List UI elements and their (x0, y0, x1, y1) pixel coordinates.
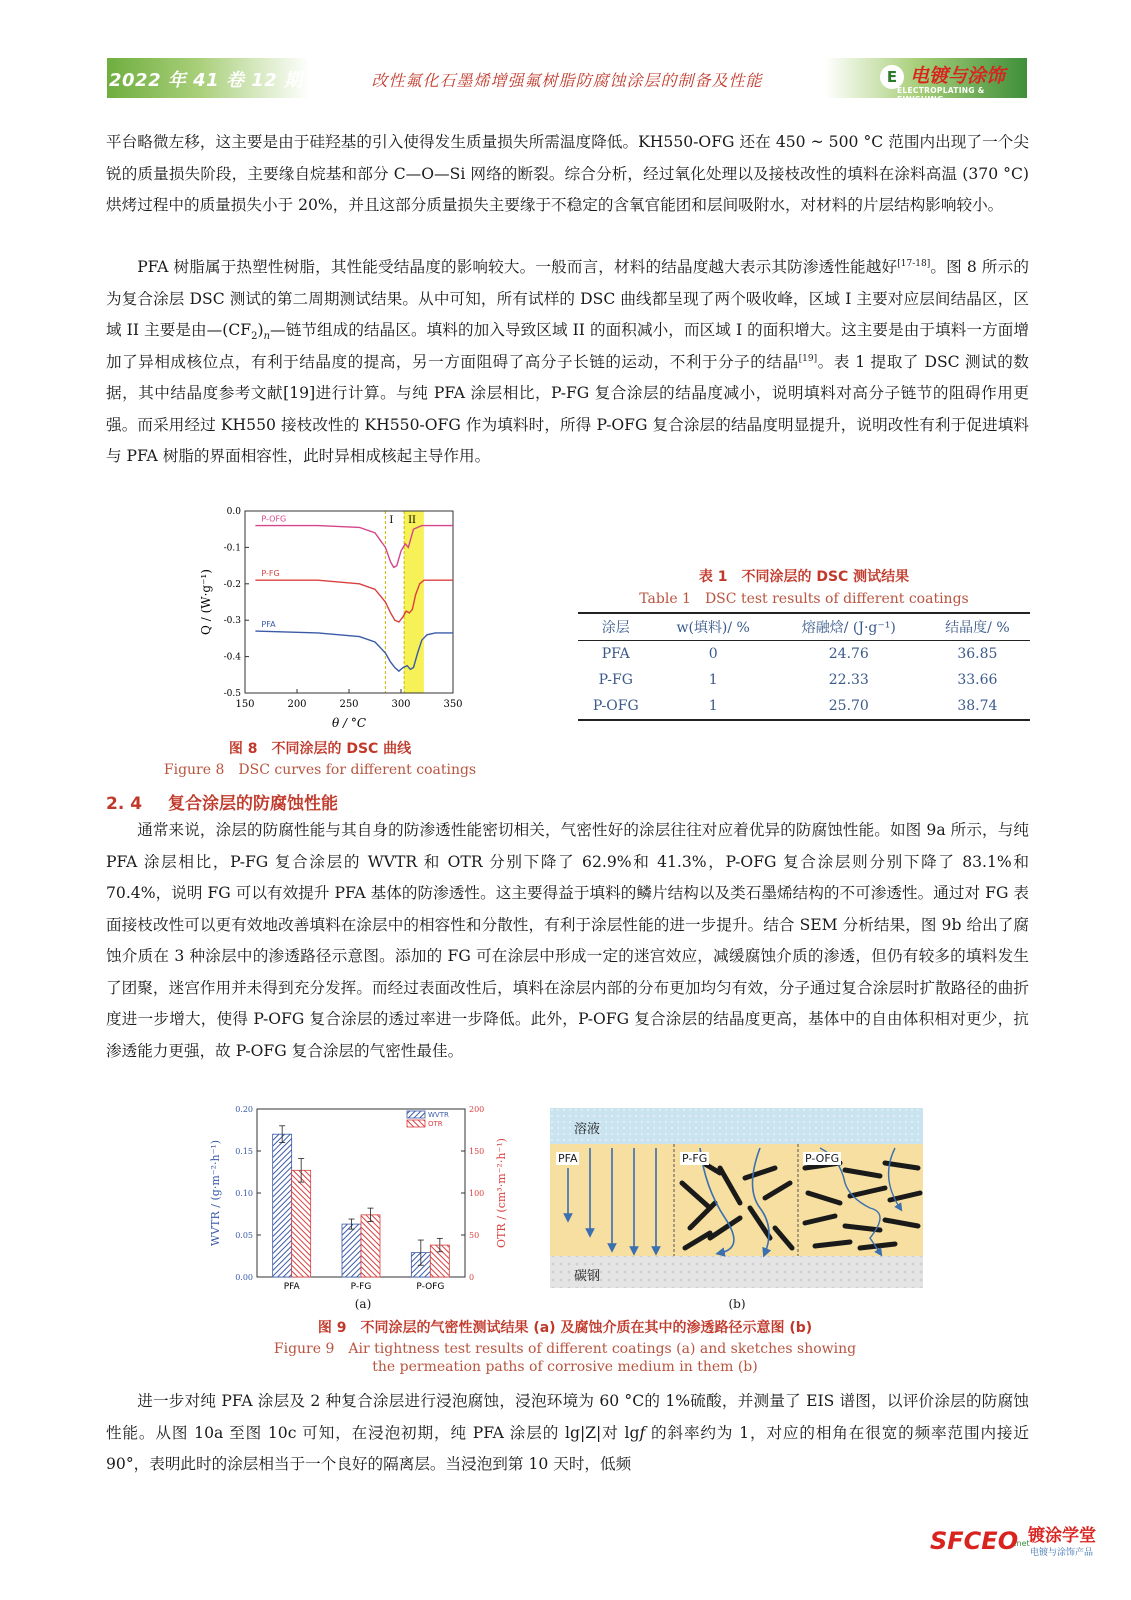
footer-logo-brand: SFCEO (930, 1527, 1019, 1555)
y-tick-label-right: 0 (469, 1273, 475, 1282)
x-tick-label: 150 (235, 699, 255, 710)
y-tick-label-right: 150 (469, 1147, 485, 1156)
steel-layer (550, 1256, 923, 1288)
x-tick-label: 350 (443, 699, 463, 710)
table-cell: 33.66 (957, 672, 998, 688)
figure-9a-bar-chart (205, 1100, 520, 1295)
gas-barrier-chart-svg (205, 1100, 520, 1295)
col-header-enthalpy: 熔融焓/ (J·g⁻¹) (773, 613, 925, 641)
p4-text-b: 的斜率约为 1，对应的相角在很宽的频率范围内接近 90°，表明此时的涂层相当于一个良好的隔离层。当浸泡到第 10 天时，低频 (106, 1423, 1029, 1473)
y-tick-label-right: 200 (469, 1105, 485, 1114)
paragraph-3: 通常来说，涂层的防腐性能与其自身的防渗透性能密切相关，气密性好的涂层往往对应着优异的防腐蚀性能。如图 9a 所示，与纯 PFA 涂层相比，P-FG 复合涂层的 WVTR 和 OTR 分别下降了 62.9%和 41.3%，P-OFG 复合涂层则分别下降了 83.1%和 70.4%，说明 FG 可以有效提升 PFA 基体的防渗透性。这主要得益于填料的鳞片结构以及类石墨烯结构的不可渗透性。通过对 FG 表面接枝改性可以更有效地改善填料在涂层中的相容性和分散性，有利于涂层性能的进一步提升。结合 SEM 分析结果，图 9b 给出了腐蚀介质在 3 种涂层中的渗透路径示意图。添加的 FG 可在涂层中形成一定的迷宫效应，减缓腐蚀介质的渗透，但仍有较多的填料发生了团聚，迷宫作用并未得到充分发挥。而经过表面改性后，填料在涂层内部的分布更加均匀有效，分子通过复合涂层时扩散路径的曲折度进一步增大，使得 P-OFG 复合涂层的透过率进一步降低。此外，P-OFG 复合涂层的结晶度更高，基体中的自由体积相对更少，抗渗透能力更强，故 P-OFG 复合涂层的气密性最佳。 (106, 821, 1029, 1060)
y-tick-label-left: 0.00 (235, 1273, 253, 1282)
y-tick-label: -0.3 (223, 616, 241, 627)
table-header-row (578, 613, 1030, 641)
panel-label-pfa: PFA (558, 1152, 578, 1165)
table-1-title-en: Table 1 DSC test results of different coatings (639, 591, 969, 607)
figure-8-caption-en: Figure 8 DSC curves for different coatings (163, 762, 477, 778)
bar-otr (292, 1170, 311, 1277)
p2-text-a: PFA 树脂属于热塑性树脂，其性能受结晶度的影响较大。一般而言，材料的结晶度越大表示其防渗透性能越好 (137, 258, 898, 276)
bar-otr (361, 1215, 380, 1277)
x-tick-label: 300 (391, 699, 411, 710)
table-cell: 1 (708, 672, 718, 688)
p4-text-a: 进一步对纯 PFA 涂层及 2 种复合涂层进行浸泡腐蚀，浸泡环境为 60 °C的 1%硫酸，并测量了 EIS 谱图，以评价涂层的防腐蚀性能。从图 10a 至图 10c 可知，在浸泡初期，纯 PFA 涂层的 lg|Z|对 lg (106, 1392, 1029, 1442)
figure-8-caption-cn: 图 8 不同涂层的 DSC 曲线 (228, 741, 412, 757)
y-tick-label: -0.2 (223, 579, 241, 590)
footer-logo-cn: 镀涂学堂 (1028, 1526, 1096, 1546)
journal-logo-cn: 电镀与涂饰 (910, 65, 1006, 87)
footer-watermark-logo (930, 1515, 1105, 1585)
page-header (107, 58, 1027, 104)
bar-wvtr (342, 1224, 361, 1277)
running-title: 改性氟化石墨烯增强氟树脂防腐蚀涂层的制备及性能 (371, 71, 763, 90)
journal-logo-en: ELECTROPLATING & FINISHING (897, 86, 985, 104)
p2-text-c: —链节组成的结晶区。填料的加入导致区域 II 的面积减小，而区域 I 的面积增大。这主要是由于填料一方面增加了异相成核位点，有利于结晶度的提高，另一方面阻碍了高分子长链的运动，不利于分子的结晶 (106, 321, 1029, 371)
table-1-title-cn: 表 1 不同涂层的 DSC 测试结果 (698, 569, 910, 585)
legend-swatch-wvtr (407, 1111, 425, 1118)
p4-italic-f: f (639, 1423, 646, 1442)
panel-label-pofg: P-OFG (805, 1152, 840, 1165)
p2-text-d: 。表 1 提取了 DSC 测试的数据，其中结晶度参考文献[19]进行计算。与纯 PFA 涂层相比，P-FG 复合涂层的结晶度减小，说明填料对高分子链节的阻碍作用更强。而采用经过 KH550 接枝改性的 KH550-OFG 作为填料时，所得 P-OFG 复合涂层的结晶度明显提升，说明改性有利于促进填料与 PFA 树脂的界面相容性，此时异相成核起主导作用。 (106, 352, 1029, 465)
section-number: 2. 4 (106, 794, 143, 814)
table-cell: 36.85 (957, 646, 998, 662)
permeation-schematic-svg (550, 1108, 923, 1288)
y-axis-label-left: WVTR / (g·m⁻²·h⁻¹) (209, 1139, 222, 1247)
table-row (578, 693, 1030, 720)
legend-label-otr: OTR (428, 1120, 443, 1128)
journal-logo-icon: E (880, 65, 904, 89)
series-label-pfa: PFA (261, 620, 276, 630)
x-category-label: P-FG (350, 1282, 372, 1292)
table-cell: 1 (654, 693, 773, 720)
series-label-p-ofg: P-OFG (261, 514, 287, 524)
y-tick-label-left: 0.20 (235, 1105, 253, 1114)
legend-label-wvtr: WVTR (428, 1111, 449, 1119)
region-label: II (408, 515, 417, 526)
paragraph-4 (106, 1386, 1029, 1481)
col-header-filler: w(填料)/ % (654, 613, 773, 641)
x-category-label: P-OFG (416, 1282, 445, 1292)
y-axis-label: Q / (W·g⁻¹) (199, 569, 213, 635)
region-label: I (389, 515, 394, 526)
footer-logo-sub: 电镀与涂饰产品 (1030, 1548, 1094, 1558)
x-category-label: PFA (283, 1282, 300, 1292)
p2-citation-1: [17-18] (897, 258, 931, 269)
p2-citation-2: [19] (798, 353, 818, 364)
p2-subscript-n: n (263, 331, 271, 343)
x-tick-label: 200 (287, 699, 307, 710)
paragraph-1: 平台略微左移，这主要是由于硅羟基的引入使得发生质量损失所需温度降低。KH550-OFG 还在 450 ~ 500 °C 范围内出现了一个尖锐的质量损失阶段，主要缘自烷基和部分 C—O—Si 网络的断裂。综合分析，经过氧化处理以及接枝改性的填料在涂料高温 (370 °C) 烘烤过程中的质量损失小于 20%，并且这部分质量损失主要缘于不稳定的含氧官能团和层间吸附水，对材料的片层结构影响较小。 (106, 133, 1029, 214)
table-cell: PFA (601, 646, 630, 662)
p2-text-b: 。图 8 所示的为复合涂层 DSC 测试的第二周期测试结果。从中可知，所有试样的 DSC 曲线都呈现了两个吸收峰，区域 I 主要对应层间结晶区，区域 II 主要是由—(CF (106, 258, 1029, 339)
solution-layer (550, 1108, 923, 1144)
footer-logo-suffix: .net (1014, 1539, 1030, 1548)
p2-subscript: 2 (251, 331, 258, 343)
y-tick-label-right: 50 (469, 1231, 480, 1240)
figure-9b-label: (b) (728, 1297, 746, 1311)
solution-label: 溶液 (574, 1122, 601, 1137)
p2-paren: ) (257, 321, 264, 339)
y-tick-label: -0.5 (223, 689, 241, 699)
y-tick-label: -0.4 (223, 652, 241, 663)
figure-9-caption-en-1: Figure 9 Air tightness test results of different coatings (a) and sketches showing (273, 1341, 857, 1357)
table-row (578, 641, 1030, 668)
table-cell: P-OFG (578, 693, 654, 720)
journal-issue: 2022 年 41 卷 12 期 (109, 70, 303, 91)
section-title: 复合涂层的防腐蚀性能 (168, 794, 339, 814)
table-cell: 25.70 (773, 693, 925, 720)
x-tick-label: 250 (339, 699, 359, 710)
table-row (578, 667, 1030, 693)
steel-label: 碳钢 (574, 1269, 601, 1284)
table-cell: 24.76 (828, 646, 869, 662)
y-tick-label-left: 0.15 (235, 1147, 253, 1156)
panel-label-pfg: P-FG (682, 1152, 708, 1165)
x-axis-label: θ / °C (331, 716, 367, 730)
col-header-crystallinity: 结晶度/ % (925, 613, 1030, 641)
table-cell: 38.74 (925, 693, 1030, 720)
table-cell: 22.33 (828, 672, 869, 688)
col-header-coating: 涂层 (578, 613, 654, 641)
figure-8-dsc-chart (150, 505, 490, 740)
legend-swatch-otr (407, 1120, 425, 1127)
y-axis-label-right: OTR / (cm³·m⁻²·h⁻¹) (495, 1138, 508, 1248)
series-label-p-fg: P-FG (261, 569, 280, 579)
figure-9a-label: (a) (354, 1297, 372, 1311)
dsc-chart-svg (150, 505, 490, 740)
table-cell: 0 (708, 646, 718, 662)
figure-9-caption-cn: 图 9 不同涂层的气密性测试结果 (a) 及腐蚀介质在其中的渗透路径示意图 (b) (317, 1320, 813, 1336)
paragraph-2 (106, 252, 1029, 473)
bar-wvtr (273, 1134, 292, 1277)
figure-9b-schematic (550, 1108, 923, 1288)
figure-9-caption-en-2: the permeation paths of corrosive medium in them (b) (372, 1359, 758, 1375)
table-cell: P-FG (598, 672, 633, 688)
dsc-results-table (578, 612, 1030, 721)
y-tick-label-left: 0.10 (235, 1189, 253, 1198)
y-tick-label-left: 0.05 (235, 1231, 253, 1240)
y-tick-label-right: 100 (469, 1189, 485, 1198)
y-tick-label: 0.0 (226, 507, 241, 517)
y-tick-label: -0.1 (223, 543, 241, 554)
section-heading (106, 789, 338, 814)
